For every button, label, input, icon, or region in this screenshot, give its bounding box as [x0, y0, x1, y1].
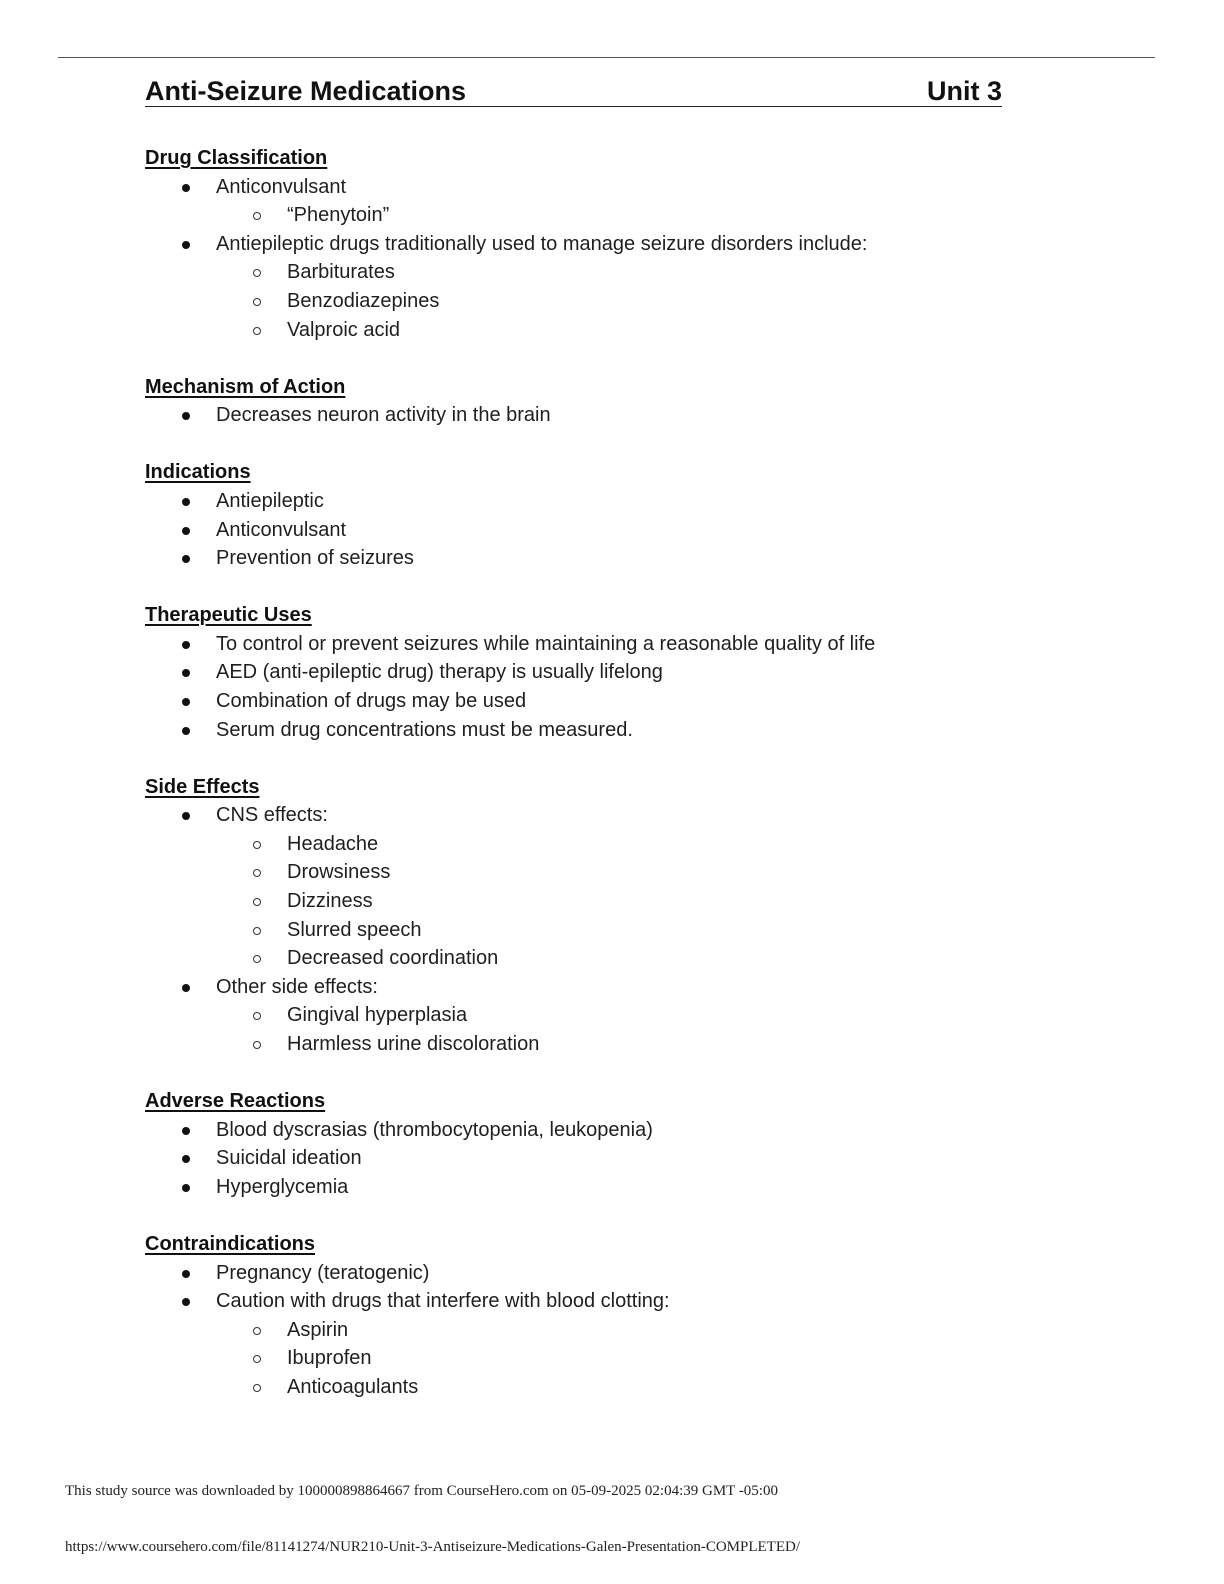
bullet-dot-icon — [182, 184, 190, 192]
bullet-circle-icon — [253, 1327, 261, 1335]
section — [145, 601, 1105, 744]
sub-list-item — [145, 316, 1105, 345]
bullet-dot-icon — [182, 1155, 190, 1163]
bullet-dot-icon — [182, 555, 190, 563]
bullet-circle-icon — [253, 898, 261, 906]
list-item-text: Caution with drugs that interfere with blood clotting: — [216, 1290, 670, 1313]
sub-list-item — [145, 1373, 1105, 1402]
bullet-dot-icon — [182, 727, 190, 735]
sub-list-item — [145, 944, 1105, 973]
sub-list-item — [145, 1344, 1105, 1373]
list-item — [145, 630, 1105, 659]
bullet-dot-icon — [182, 241, 190, 249]
bullet-dot-icon — [182, 1298, 190, 1306]
bullet-dot-icon — [182, 1184, 190, 1192]
list-item-text: Other side effects: — [216, 975, 378, 998]
list-item-text: Decreases neuron activity in the brain — [216, 404, 551, 427]
sub-list-item-text: Decreased coordination — [287, 947, 499, 970]
sub-list-item — [145, 1001, 1105, 1030]
bullet-list — [145, 630, 1105, 744]
list-item-text: Anticonvulsant — [216, 518, 347, 541]
list-item-text: Pregnancy (teratogenic) — [216, 1261, 430, 1284]
list-item — [145, 230, 1105, 259]
list-item-text: Suicidal ideation — [216, 1147, 362, 1170]
list-item — [145, 1259, 1105, 1288]
sub-list-item — [145, 1030, 1105, 1059]
sub-list-item — [145, 858, 1105, 887]
document-title: Anti-Seizure Medications — [145, 76, 467, 106]
sub-list-item-text: Gingival hyperplasia — [287, 1004, 468, 1027]
sub-list-item — [145, 258, 1105, 287]
list-item — [145, 658, 1105, 687]
section — [145, 458, 1105, 572]
bullet-circle-icon — [253, 1012, 261, 1020]
bullet-dot-icon — [182, 1270, 190, 1278]
section — [145, 373, 1105, 430]
list-item — [145, 173, 1105, 202]
bullet-circle-icon — [253, 298, 261, 306]
bullet-circle-icon — [253, 212, 261, 220]
sub-list-item-text: Ibuprofen — [287, 1347, 372, 1370]
section-heading: Side Effects — [145, 775, 260, 798]
bullet-dot-icon — [182, 498, 190, 506]
bullet-dot-icon — [182, 527, 190, 535]
bullet-circle-icon — [253, 1041, 261, 1049]
list-item-text: CNS effects: — [216, 804, 328, 827]
bullet-dot-icon — [182, 1127, 190, 1135]
section — [145, 144, 1105, 344]
list-item — [145, 1144, 1105, 1173]
bullet-dot-icon — [182, 641, 190, 649]
list-item — [145, 544, 1105, 573]
list-item-text: Antiepileptic — [216, 489, 324, 512]
section-heading: Contraindications — [145, 1233, 316, 1255]
bullet-circle-icon — [253, 841, 261, 849]
top-rule — [58, 57, 1155, 58]
list-item — [145, 1173, 1105, 1202]
list-item-text: Serum drug concentrations must be measured. — [216, 718, 633, 741]
bullet-circle-icon — [253, 269, 261, 277]
bullet-list — [145, 1259, 1105, 1402]
section-heading: Therapeutic Uses — [145, 604, 312, 627]
source-url: https://www.coursehero.com/file/81141274/NUR210-Unit-3-Antiseizure-Medications-Galen-Presentation-COMPLETED/ — [65, 1539, 800, 1555]
bullet-circle-icon — [253, 869, 261, 877]
sub-list-item-text: Dizziness — [287, 890, 373, 913]
list-item-text: Combination of drugs may be used — [216, 690, 527, 712]
list-item — [145, 401, 1105, 430]
list-item — [145, 801, 1105, 830]
bullet-list — [145, 487, 1105, 573]
sub-list-item-text: Valproic acid — [287, 318, 401, 341]
list-item-text: To control or prevent seizures while maintaining a reasonable quality of life — [216, 632, 876, 655]
list-item — [145, 973, 1105, 1002]
document-body — [145, 144, 1105, 1430]
sub-list-item-text: Barbiturates — [287, 261, 395, 284]
list-item-text: Anticonvulsant — [216, 175, 347, 198]
sub-list-item-text: Slurred speech — [287, 918, 422, 941]
list-item — [145, 1116, 1105, 1145]
list-item — [145, 516, 1105, 545]
bullet-dot-icon — [182, 984, 190, 992]
bullet-list — [145, 801, 1105, 1058]
sub-list-item-text: Drowsiness — [287, 861, 391, 884]
section-heading: Drug Classification — [145, 147, 328, 169]
bullet-circle-icon — [253, 1384, 261, 1392]
sub-list-item — [145, 287, 1105, 316]
sub-list-item-text: “Phenytoin” — [287, 204, 390, 227]
list-item — [145, 687, 1105, 716]
bullet-dot-icon — [182, 669, 190, 677]
bullet-dot-icon — [182, 412, 190, 420]
section-heading: Mechanism of Action — [145, 375, 346, 398]
sub-list-item — [145, 201, 1105, 230]
sub-list-item — [145, 887, 1105, 916]
bullet-list — [145, 401, 1105, 430]
unit-label: Unit 3 — [926, 76, 1002, 106]
bullet-list — [145, 1116, 1105, 1202]
sub-list-item-text: Anticoagulants — [287, 1375, 419, 1398]
sub-list-item — [145, 916, 1105, 945]
list-item-text: AED (anti-epileptic drug) therapy is usually lifelong — [216, 661, 663, 684]
sub-list-item — [145, 830, 1105, 859]
sub-list-item-text: Headache — [287, 832, 379, 855]
bullet-circle-icon — [253, 955, 261, 963]
list-item-text: Blood dyscrasias (thrombocytopenia, leukopenia) — [216, 1118, 653, 1141]
document-header — [145, 74, 1002, 107]
list-item — [145, 716, 1105, 745]
list-item-text: Prevention of seizures — [216, 547, 414, 570]
bullet-circle-icon — [253, 1355, 261, 1363]
sub-list-item — [145, 1316, 1105, 1345]
sub-list-item-text: Harmless urine discoloration — [287, 1033, 540, 1056]
bullet-circle-icon — [253, 927, 261, 935]
sub-list-item-text: Aspirin — [287, 1318, 349, 1341]
section — [145, 773, 1105, 1059]
sub-list-item-text: Benzodiazepines — [287, 289, 440, 312]
download-notice: This study source was downloaded by 100000898864667 from CourseHero.com on 05-09-2025 02:04:39 GMT -05:00 — [65, 1483, 778, 1499]
list-item-text: Hyperglycemia — [216, 1175, 349, 1198]
section — [145, 1087, 1105, 1201]
list-item — [145, 487, 1105, 516]
list-item-text: Antiepileptic drugs traditionally used to manage seizure disorders include: — [216, 232, 868, 255]
bullet-list — [145, 173, 1105, 345]
bullet-dot-icon — [182, 812, 190, 820]
bullet-dot-icon — [182, 698, 190, 706]
section — [145, 1230, 1105, 1402]
section-heading: Indications — [145, 461, 251, 484]
section-heading: Adverse Reactions — [145, 1090, 326, 1113]
bullet-circle-icon — [253, 327, 261, 335]
list-item — [145, 1287, 1105, 1316]
